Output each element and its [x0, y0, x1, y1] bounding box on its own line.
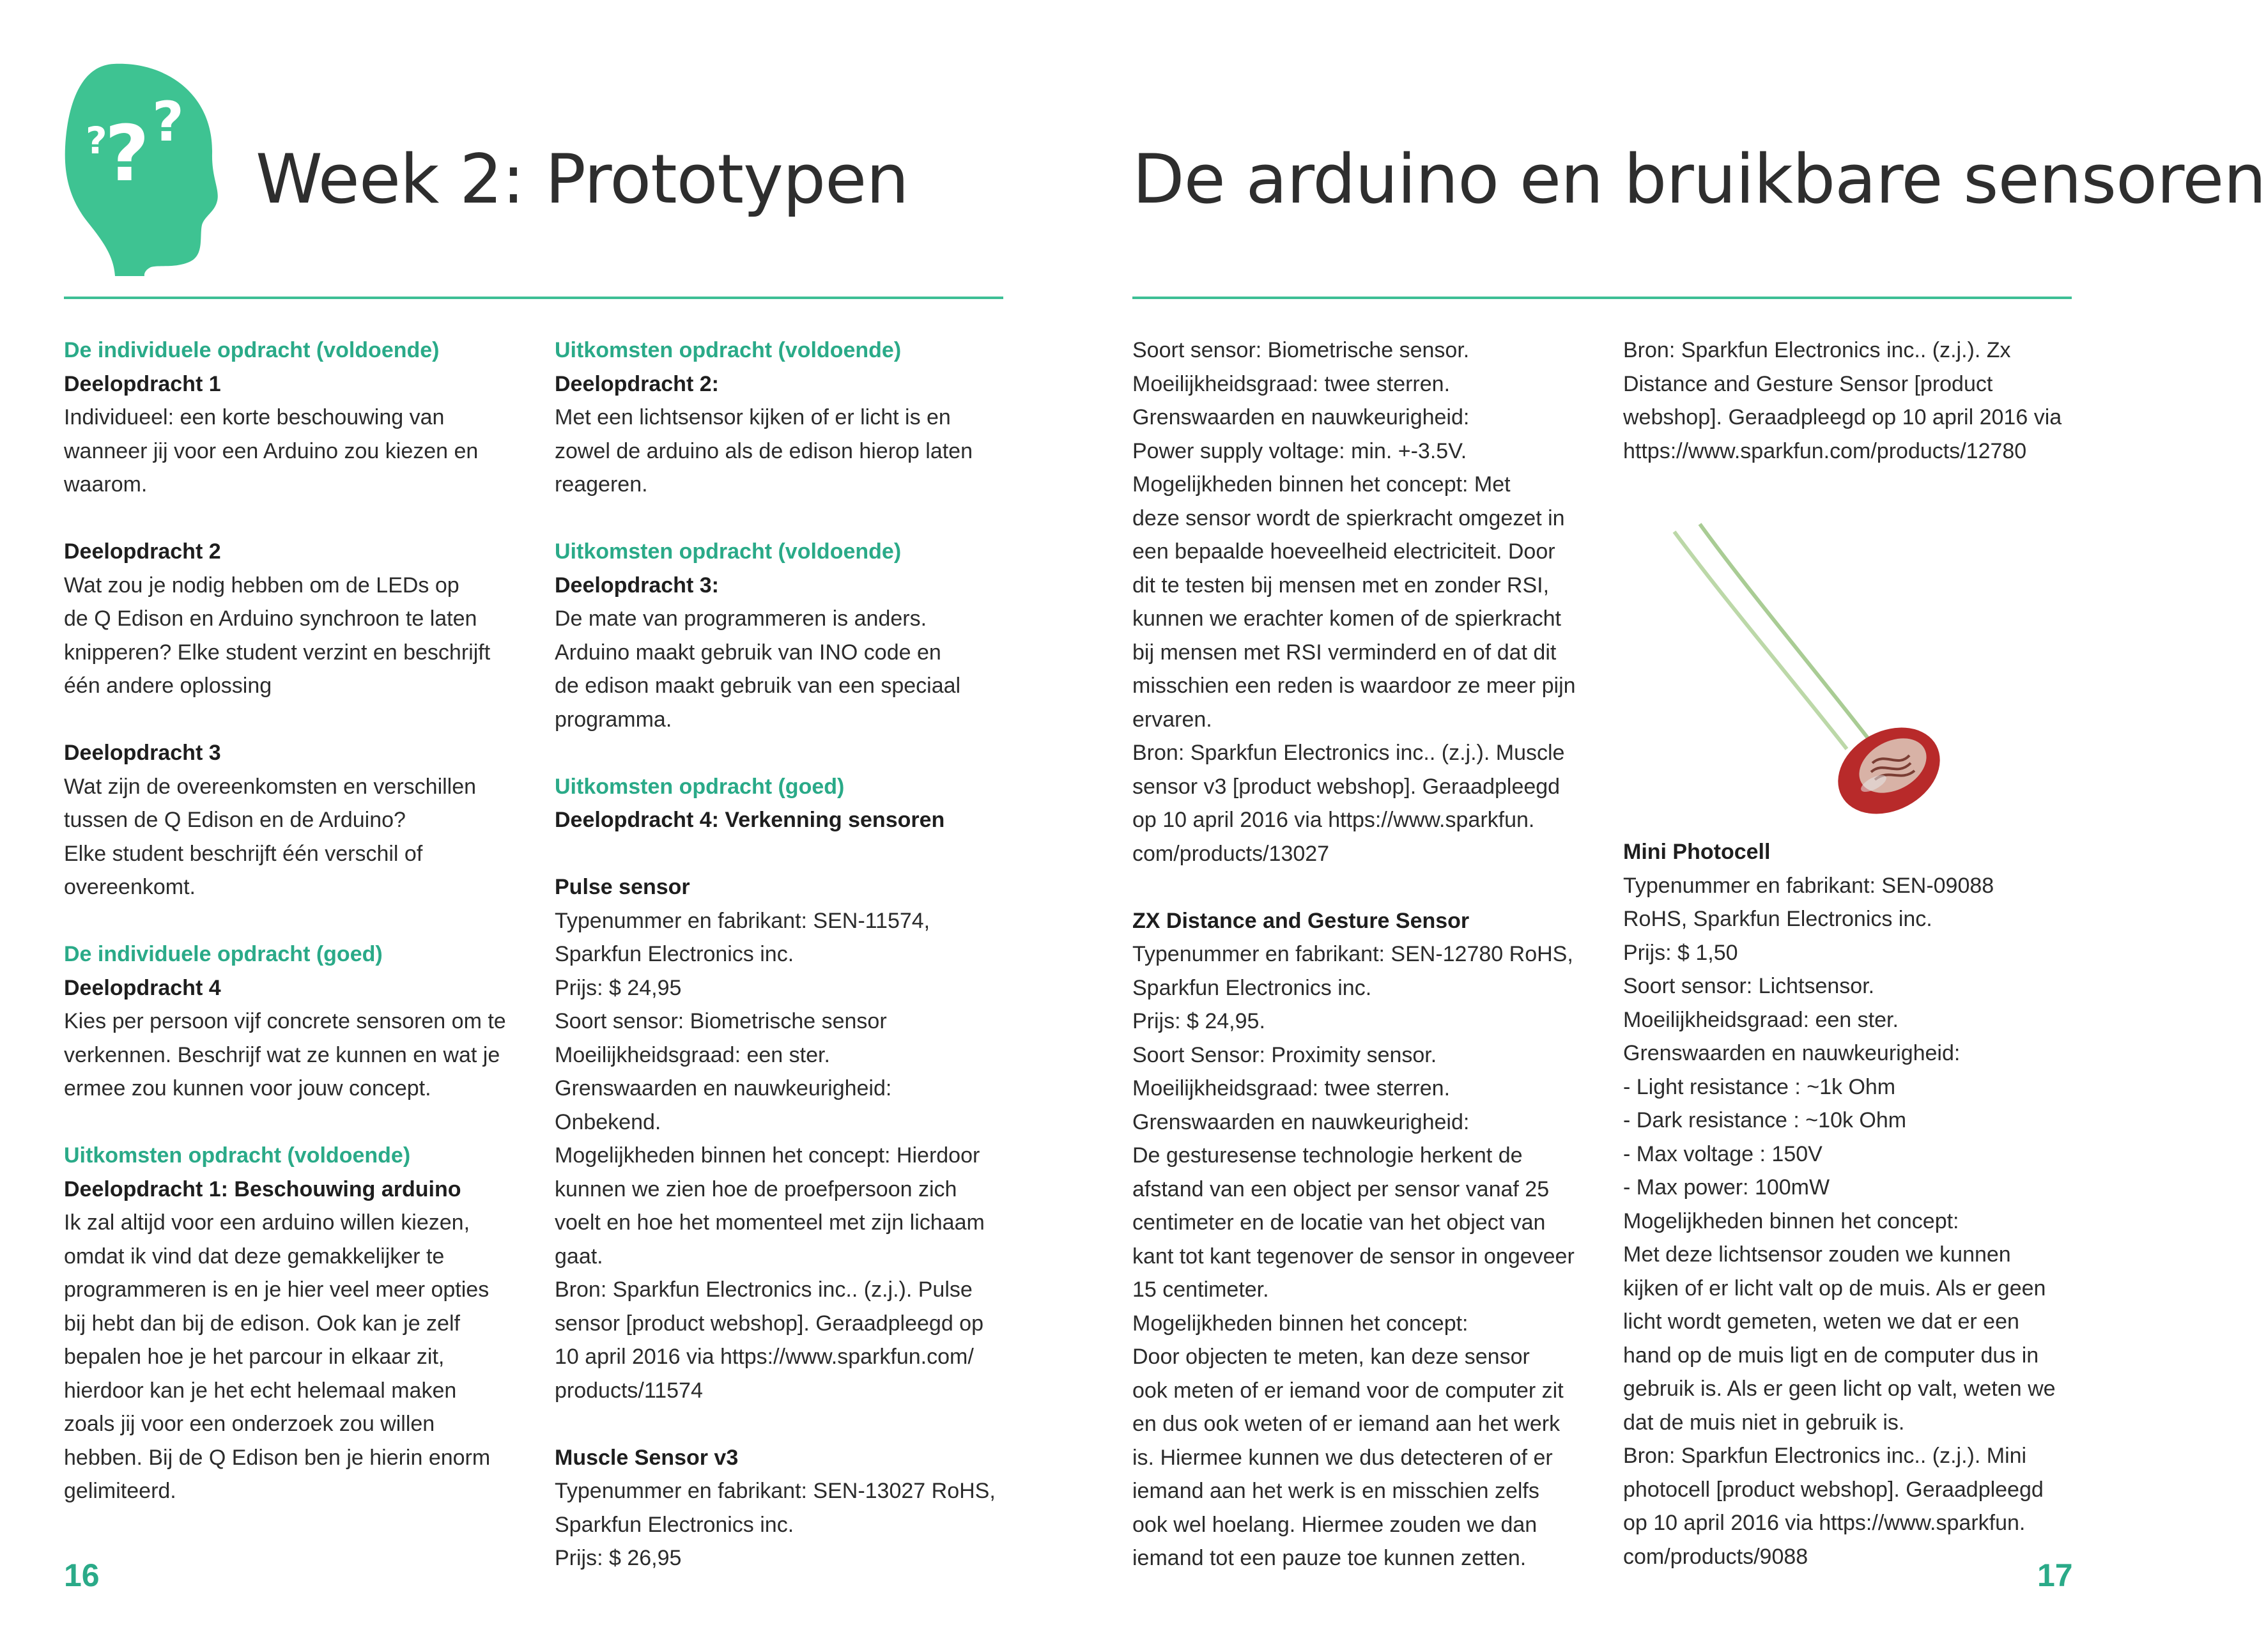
head-question-icon	[64, 64, 217, 276]
subheading: Deelopdracht 3	[64, 741, 221, 765]
body-line: Kies per persoon vijf concrete sensoren om te	[64, 1009, 506, 1033]
section-heading: Uitkomsten opdracht (goed)	[555, 774, 845, 799]
body-line: Grenswaarden en nauwkeurigheid:	[555, 1076, 892, 1100]
subheading: Deelopdracht 4: Verkenning sensoren	[555, 808, 945, 832]
body-line: voelt en hoe het momenteel met zijn lichaam	[555, 1210, 985, 1235]
body-line: de edison maakt gebruik van een speciaal	[555, 674, 961, 698]
subheading: Deelopdracht 2	[64, 539, 221, 564]
body-line: Door objecten te meten, kan deze sensor	[1132, 1345, 1530, 1369]
body-line: ermee zou kunnen voor jouw concept.	[64, 1076, 431, 1100]
body-line: Moeilijkheidsgraad: een ster.	[555, 1042, 830, 1067]
page-title-right: De arduino en bruikbare sensoren	[1132, 140, 2266, 219]
paragraph-gap	[64, 502, 537, 536]
body-line: Typenummer en fabrikant: SEN-11574,	[555, 908, 930, 933]
body-line: Bron: Sparkfun Electronics inc.. (z.j.). Pulse	[555, 1278, 973, 1302]
body-line: Prijs: $ 1,50	[1623, 940, 1738, 965]
body-line: Wat zijn de overeenkomsten en verschillen	[64, 774, 477, 799]
svg-text:?: ?	[86, 119, 107, 162]
body-line: Bron: Sparkfun Electronics inc.. (z.j.). Mini	[1623, 1444, 2027, 1468]
body-line: Soort sensor: Lichtsensor.	[1623, 974, 1875, 998]
body-line: en dus ook weten of er iemand aan het werk	[1132, 1412, 1561, 1436]
body-line: een bepaalde hoeveelheid electriciteit. Door	[1132, 539, 1555, 564]
paragraph-gap	[64, 703, 537, 737]
body-line: Met een lichtsensor kijken of er licht is en	[555, 405, 951, 429]
body-line: Bron: Sparkfun Electronics inc.. (z.j.). Zx	[1623, 338, 2011, 362]
body-line: bepalen hoe je het parcour in elkaar zit,	[64, 1345, 445, 1369]
body-line: com/products/13027	[1132, 841, 1330, 866]
body-line: Ik zal altijd voor een arduino willen kiezen,	[64, 1210, 470, 1235]
body-line: knipperen? Elke student verzint en beschrijft	[64, 640, 491, 665]
subheading: Deelopdracht 3:	[555, 573, 719, 598]
subheading: Deelopdracht 1: Beschouwing arduino	[64, 1177, 461, 1201]
paragraph-gap	[555, 736, 1028, 770]
body-line: - Light resistance : ~1k Ohm	[1623, 1074, 1896, 1099]
svg-text:?: ?	[152, 90, 184, 154]
page-number-right: 17	[2037, 1557, 2073, 1593]
subheading: Pulse sensor	[555, 875, 690, 899]
body-line: Grenswaarden en nauwkeurigheid:	[1623, 1041, 1961, 1065]
body-line: ook wel hoelang. Hiermee zouden we dan	[1132, 1512, 1538, 1537]
header-divider-right	[1132, 297, 2072, 299]
body-line: - Max power: 100mW	[1623, 1175, 1830, 1200]
subheading: ZX Distance and Gesture Sensor	[1132, 908, 1470, 933]
section-heading: Uitkomsten opdracht (voldoende)	[555, 338, 902, 362]
column-4-bottom	[1623, 835, 2083, 1573]
body-line: programma.	[555, 707, 672, 732]
body-line: bij hebt dan bij de edison. Ook kan je zelf	[64, 1311, 460, 1336]
body-line: Individueel: een korte beschouwing van	[64, 405, 445, 429]
body-line: Soort sensor: Biometrische sensor	[555, 1009, 887, 1033]
column-4-top	[1623, 334, 2083, 468]
body-line: webshop]. Geraadpleegd op 10 april 2016 via	[1623, 405, 2062, 429]
body-line: - Dark resistance : ~10k Ohm	[1623, 1108, 1907, 1132]
body-line: Arduino maakt gebruik van INO code en	[555, 640, 941, 665]
body-line: Soort Sensor: Proximity sensor.	[1132, 1042, 1437, 1067]
body-line: gaat.	[555, 1244, 603, 1269]
body-line: omdat ik vind dat deze gemakkelijker te	[64, 1244, 445, 1269]
body-line: gelimiteerd.	[64, 1479, 176, 1503]
subheading: Deelopdracht 2:	[555, 371, 719, 396]
body-line: kunnen we erachter komen of de spierkracht	[1132, 606, 1561, 631]
section-heading: De individuele opdracht (voldoende)	[64, 338, 440, 362]
body-line: kunnen we zien hoe de proefpersoon zich	[555, 1177, 957, 1201]
page-number-left: 16	[64, 1557, 100, 1593]
body-line: gebruik is. Als er geen licht op valt, weten we	[1623, 1377, 2056, 1401]
body-line: iemand tot een pauze toe kunnen zetten.	[1132, 1546, 1527, 1570]
body-line: is. Hiermee kunnen we dus detecteren of er	[1132, 1445, 1553, 1470]
body-line: Sparkfun Electronics inc.	[555, 942, 794, 966]
body-line: hebben. Bij de Q Edison ben je hierin enorm	[64, 1445, 491, 1470]
body-line: zoals jij voor een onderzoek zou willen	[64, 1412, 435, 1436]
body-line: RoHS, Sparkfun Electronics inc.	[1623, 907, 1932, 931]
body-line: De gesturesense technologie herkent de	[1132, 1143, 1523, 1168]
svg-text:?: ?	[105, 110, 150, 199]
body-line: dit te testen bij mensen met en zonder RSI,	[1132, 573, 1550, 598]
body-line: afstand van een object per sensor vanaf 25	[1132, 1177, 1550, 1201]
paragraph-gap	[1132, 870, 1605, 904]
subheading: Muscle Sensor v3	[555, 1445, 739, 1470]
body-line: products/11574	[555, 1378, 703, 1403]
body-line: op 10 april 2016 via https://www.sparkfun.	[1623, 1511, 2026, 1535]
body-line: op 10 april 2016 via https://www.sparkfun.	[1132, 808, 1535, 832]
body-line: Power supply voltage: min. +-3.5V.	[1132, 438, 1467, 463]
body-line: Prijs: $ 24,95.	[1132, 1009, 1265, 1033]
body-line: programmeren is en je hier veel meer opties	[64, 1278, 489, 1302]
subheading: Deelopdracht 4	[64, 975, 221, 1000]
body-line: ervaren.	[1132, 707, 1212, 732]
body-line: Distance and Gesture Sensor [product	[1623, 371, 1993, 396]
body-line: Mogelijkheden binnen het concept:	[1132, 1311, 1468, 1336]
body-line: iemand aan het werk is en misschien zelfs	[1132, 1479, 1539, 1503]
body-line: 15 centimeter.	[1132, 1278, 1269, 1302]
body-line: tussen de Q Edison en de Arduino?	[64, 808, 406, 832]
section-heading: De individuele opdracht (goed)	[64, 942, 383, 966]
body-line: de Q Edison en Arduino synchroon te laten	[64, 606, 477, 631]
subheading: Deelopdracht 1	[64, 371, 221, 396]
body-line: ook meten of er iemand voor de computer zit	[1132, 1378, 1564, 1403]
body-line: overeenkomt.	[64, 875, 196, 899]
body-line: Prijs: $ 24,95	[555, 975, 682, 1000]
body-line: Grenswaarden en nauwkeurigheid:	[1132, 405, 1470, 429]
body-line: sensor [product webshop]. Geraadpleegd op	[555, 1311, 984, 1336]
body-line: Typenummer en fabrikant: SEN-13027 RoHS,	[555, 1479, 996, 1503]
body-line: Sparkfun Electronics inc.	[1132, 975, 1372, 1000]
body-line: Met deze lichtsensor zouden we kunnen	[1623, 1242, 2011, 1267]
body-line: licht wordt gemeten, weten we dat er een	[1623, 1309, 2019, 1334]
body-line: - Max voltage : 150V	[1623, 1141, 1823, 1166]
body-line: centimeter en de locatie van het object van	[1132, 1210, 1546, 1235]
body-line: kijken of er licht valt op de muis. Als er geen	[1623, 1276, 2046, 1301]
body-line: Wat zou je nodig hebben om de LEDs op	[64, 573, 459, 598]
section-heading: Uitkomsten opdracht (voldoende)	[64, 1143, 411, 1168]
column-3	[1132, 334, 1605, 1575]
body-line: hand op de muis ligt en de computer dus in	[1623, 1343, 2039, 1368]
body-line: Soort sensor: Biometrische sensor.	[1132, 338, 1470, 362]
column-1	[64, 334, 537, 1508]
body-line: Moeilijkheidsgraad: een ster.	[1623, 1007, 1899, 1032]
body-line: https://www.sparkfun.com/products/12780	[1623, 438, 2027, 463]
body-line: Bron: Sparkfun Electronics inc.. (z.j.). Muscle	[1132, 741, 1565, 765]
paragraph-gap	[555, 1407, 1028, 1441]
paragraph-gap	[555, 502, 1028, 536]
body-line: Sparkfun Electronics inc.	[555, 1512, 794, 1537]
body-line: Moeilijkheidsgraad: twee sterren.	[1132, 371, 1451, 396]
page-title-left: Week 2: Prototypen	[256, 140, 909, 219]
body-line: Mogelijkheden binnen het concept:	[1623, 1208, 1959, 1233]
body-line: reageren.	[555, 472, 648, 497]
paragraph-gap	[64, 904, 537, 938]
header-divider-left	[64, 297, 1003, 299]
photocell-image	[1636, 524, 2007, 818]
body-line: 10 april 2016 via https://www.sparkfun.com/	[555, 1345, 974, 1369]
body-line: sensor v3 [product webshop]. Geraadpleegd	[1132, 774, 1561, 799]
body-line: deze sensor wordt de spierkracht omgezet in	[1132, 506, 1565, 530]
body-line: Grenswaarden en nauwkeurigheid:	[1132, 1109, 1470, 1134]
body-line: Elke student beschrijft één verschil of	[64, 841, 423, 866]
section-heading: Uitkomsten opdracht (voldoende)	[555, 539, 902, 564]
body-line: bij mensen met RSI verminderd en of dat dit	[1132, 640, 1557, 665]
paragraph-gap	[64, 1106, 537, 1139]
body-line: Typenummer en fabrikant: SEN-12780 RoHS,	[1132, 942, 1573, 966]
body-line: com/products/9088	[1623, 1544, 1808, 1569]
body-line: Prijs: $ 26,95	[555, 1546, 682, 1570]
body-line: De mate van programmeren is anders.	[555, 606, 927, 631]
body-line: verkennen. Beschrijf wat ze kunnen en wat je	[64, 1042, 500, 1067]
column-2	[555, 334, 1028, 1575]
body-line: misschien een reden is waardoor ze meer pijn	[1132, 674, 1576, 698]
body-line: dat de muis niet in gebruik is.	[1623, 1410, 1905, 1435]
body-line: Onbekend.	[555, 1109, 661, 1134]
body-line: Mogelijkheden binnen het concept: Hierdoor	[555, 1143, 980, 1168]
paragraph-gap	[555, 837, 1028, 871]
body-line: Mogelijkheden binnen het concept: Met	[1132, 472, 1511, 497]
subheading: Mini Photocell	[1623, 840, 1771, 864]
body-line: photocell [product webshop]. Geraadpleegd	[1623, 1477, 2044, 1502]
body-line: waarom.	[64, 472, 148, 497]
body-line: kant tot kant tegenover de sensor in ongeveer	[1132, 1244, 1575, 1269]
body-line: één andere oplossing	[64, 674, 272, 698]
body-line: zowel de arduino als de edison hierop laten	[555, 438, 973, 463]
body-line: Moeilijkheidsgraad: twee sterren.	[1132, 1076, 1451, 1100]
body-line: wanneer jij voor een Arduino zou kiezen en	[64, 438, 479, 463]
body-line: Typenummer en fabrikant: SEN-09088	[1623, 873, 1994, 898]
body-line: hierdoor kan je het echt helemaal maken	[64, 1378, 457, 1403]
